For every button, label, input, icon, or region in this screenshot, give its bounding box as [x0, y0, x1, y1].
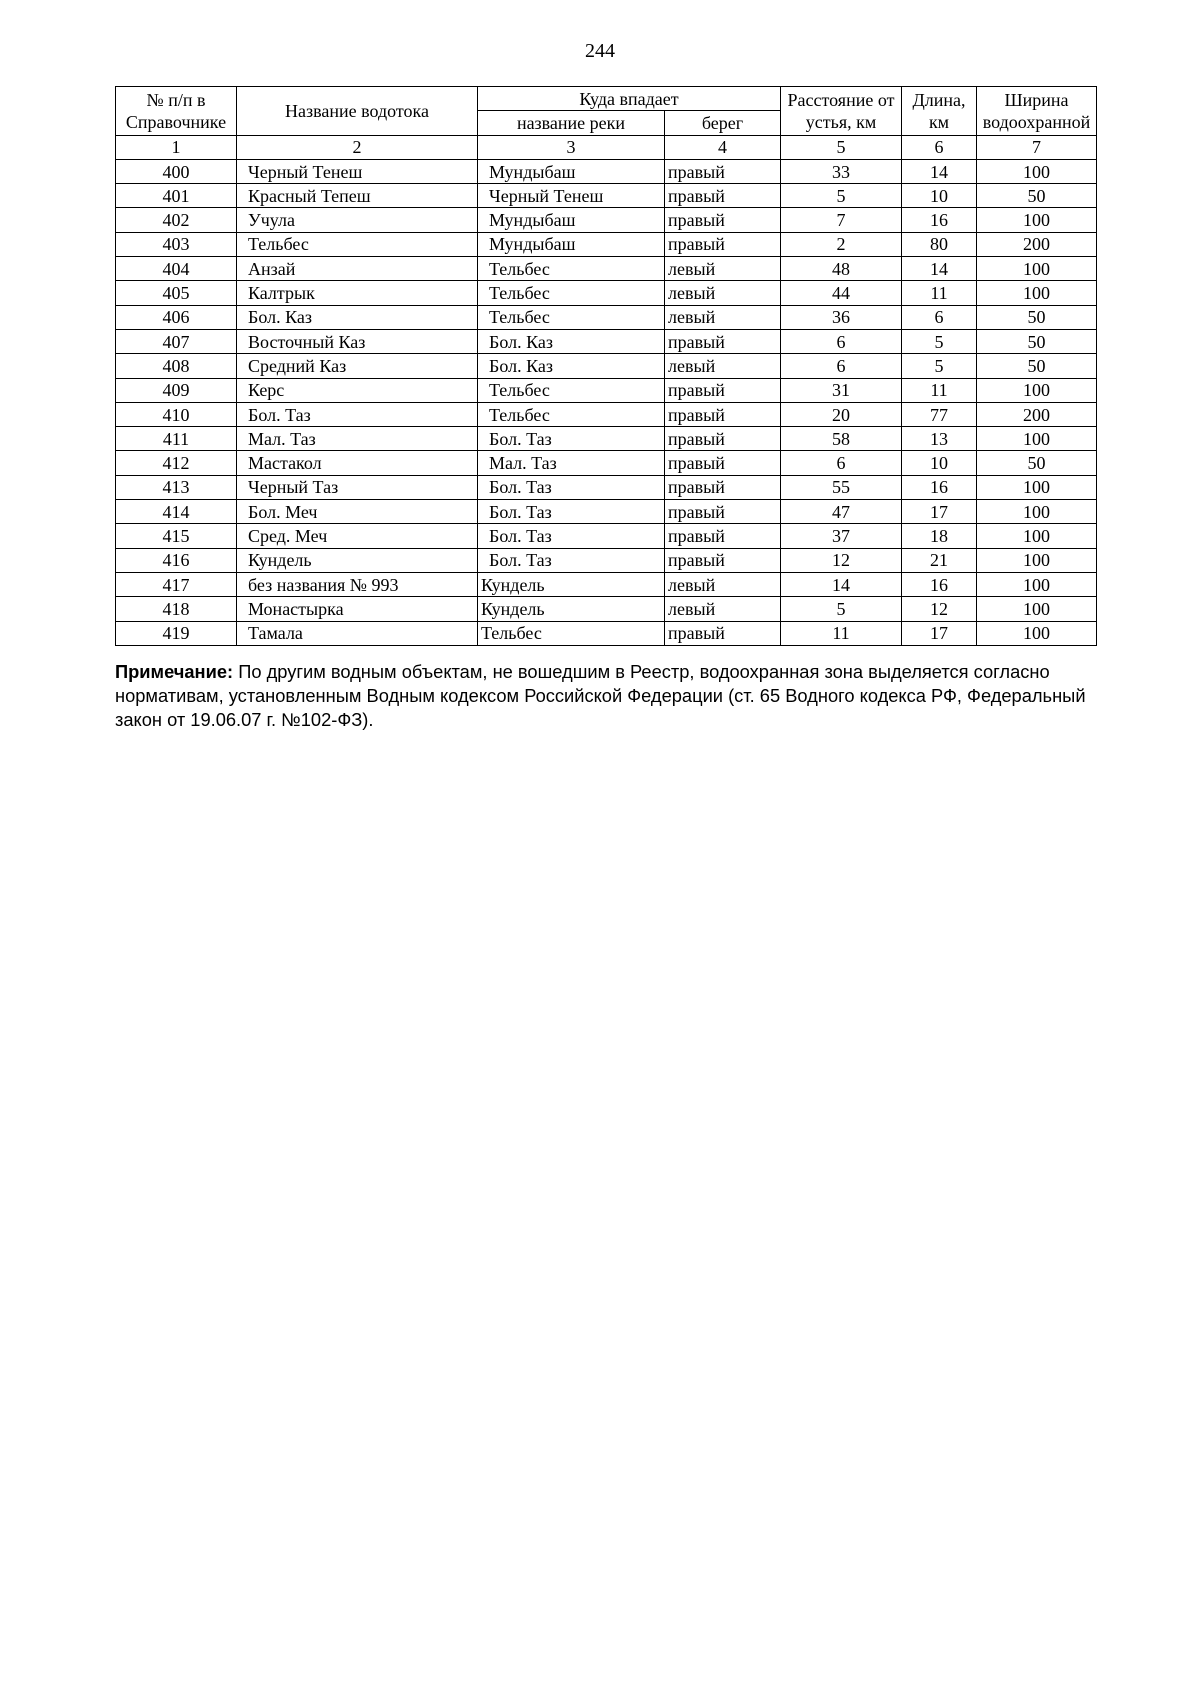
cell-width: 50 [977, 184, 1097, 208]
cell-index: 405 [116, 281, 237, 305]
header-length [902, 87, 977, 136]
table-row [116, 402, 1097, 426]
cell-index: 411 [116, 427, 237, 451]
cell-length: 14 [902, 257, 977, 281]
cell-distance: 37 [781, 524, 902, 548]
cell-length: 10 [902, 451, 977, 475]
header-length-line1: Длина, [912, 89, 966, 110]
cell-length: 17 [902, 621, 977, 645]
table-header [116, 87, 1097, 160]
cell-bank: левый [665, 572, 781, 596]
cell-river: Тельбес [478, 621, 665, 645]
cell-index: 415 [116, 524, 237, 548]
table-row [116, 208, 1097, 232]
table-row [116, 621, 1097, 645]
cell-index: 419 [116, 621, 237, 645]
cell-bank: правый [665, 475, 781, 499]
column-number: 4 [665, 135, 781, 159]
table-row [116, 232, 1097, 256]
cell-length: 16 [902, 208, 977, 232]
cell-width: 100 [977, 621, 1097, 645]
cell-bank: правый [665, 621, 781, 645]
header-width [977, 87, 1097, 136]
header-length-line2: км [928, 111, 950, 132]
cell-index: 410 [116, 402, 237, 426]
cell-watercourse: Черный Тенеш [237, 159, 478, 183]
column-number: 1 [116, 135, 237, 159]
cell-distance: 31 [781, 378, 902, 402]
header-river-name: название реки [478, 111, 665, 135]
cell-watercourse: Черный Таз [237, 475, 478, 499]
cell-width: 200 [977, 402, 1097, 426]
column-number: 3 [478, 135, 665, 159]
table-row [116, 354, 1097, 378]
cell-length: 14 [902, 159, 977, 183]
cell-index: 404 [116, 257, 237, 281]
table-row [116, 548, 1097, 572]
cell-length: 11 [902, 281, 977, 305]
cell-index: 409 [116, 378, 237, 402]
cell-length: 16 [902, 475, 977, 499]
header-flows-into: Куда впадает [478, 87, 781, 111]
cell-distance: 7 [781, 208, 902, 232]
cell-distance: 47 [781, 500, 902, 524]
header-width-line2: водоохранной [982, 111, 1091, 132]
header-distance [781, 87, 902, 136]
cell-distance: 48 [781, 257, 902, 281]
table-row [116, 524, 1097, 548]
cell-river: Мундыбаш [478, 159, 665, 183]
cell-width: 100 [977, 427, 1097, 451]
cell-bank: левый [665, 281, 781, 305]
cell-length: 12 [902, 597, 977, 621]
cell-bank: правый [665, 427, 781, 451]
cell-index: 401 [116, 184, 237, 208]
column-number: 6 [902, 135, 977, 159]
cell-bank: правый [665, 329, 781, 353]
cell-watercourse: без названия № 993 [237, 572, 478, 596]
cell-index: 402 [116, 208, 237, 232]
table-row [116, 572, 1097, 596]
cell-length: 6 [902, 305, 977, 329]
cell-distance: 6 [781, 329, 902, 353]
cell-length: 11 [902, 378, 977, 402]
cell-watercourse: Бол. Таз [237, 402, 478, 426]
cell-bank: правый [665, 500, 781, 524]
cell-length: 13 [902, 427, 977, 451]
cell-width: 100 [977, 548, 1097, 572]
cell-length: 10 [902, 184, 977, 208]
cell-watercourse: Средний Каз [237, 354, 478, 378]
cell-bank: правый [665, 402, 781, 426]
cell-watercourse: Кундель [237, 548, 478, 572]
cell-watercourse: Тельбес [237, 232, 478, 256]
cell-river: Кундель [478, 572, 665, 596]
column-number-row [116, 135, 1097, 159]
cell-river: Бол. Таз [478, 548, 665, 572]
cell-bank: правый [665, 159, 781, 183]
cell-length: 18 [902, 524, 977, 548]
cell-river: Мал. Таз [478, 451, 665, 475]
table-body [116, 159, 1097, 645]
column-number: 7 [977, 135, 1097, 159]
column-number: 5 [781, 135, 902, 159]
cell-river: Бол. Таз [478, 524, 665, 548]
cell-watercourse: Анзай [237, 257, 478, 281]
cell-river: Бол. Каз [478, 354, 665, 378]
header-index-line1: № п/п в [146, 89, 206, 110]
table-row [116, 281, 1097, 305]
cell-index: 412 [116, 451, 237, 475]
cell-index: 413 [116, 475, 237, 499]
cell-bank: левый [665, 354, 781, 378]
header-index [116, 87, 237, 136]
cell-length: 80 [902, 232, 977, 256]
note [115, 660, 1095, 732]
cell-width: 100 [977, 281, 1097, 305]
cell-width: 100 [977, 597, 1097, 621]
cell-bank: правый [665, 184, 781, 208]
cell-distance: 20 [781, 402, 902, 426]
cell-width: 100 [977, 524, 1097, 548]
cell-distance: 33 [781, 159, 902, 183]
cell-width: 50 [977, 305, 1097, 329]
watercourse-table [115, 86, 1097, 646]
cell-watercourse: Бол. Каз [237, 305, 478, 329]
header-distance-line2: устья, км [805, 111, 877, 132]
cell-length: 16 [902, 572, 977, 596]
cell-bank: правый [665, 451, 781, 475]
cell-width: 100 [977, 208, 1097, 232]
column-number: 2 [237, 135, 478, 159]
cell-river: Тельбес [478, 402, 665, 426]
cell-watercourse: Калтрык [237, 281, 478, 305]
table-row [116, 305, 1097, 329]
cell-distance: 36 [781, 305, 902, 329]
cell-distance: 14 [781, 572, 902, 596]
table-row [116, 159, 1097, 183]
note-text: По другим водным объектам, не вошедшим в Реестр, водоохранная зона выделяется согласно нормативам, установленным Водным кодексом Российской Федерации (ст. 65 Водного кодекса РФ, Федеральный закон от 19.06.07 г. №102-ФЗ). [115, 661, 1086, 730]
header-distance-line1: Расстояние от [787, 89, 895, 110]
table-row [116, 378, 1097, 402]
table-row [116, 329, 1097, 353]
note-label: Примечание: [115, 661, 234, 682]
page-number: 244 [585, 40, 615, 62]
cell-length: 21 [902, 548, 977, 572]
cell-width: 100 [977, 159, 1097, 183]
cell-watercourse: Монастырка [237, 597, 478, 621]
cell-index: 403 [116, 232, 237, 256]
cell-watercourse: Учула [237, 208, 478, 232]
cell-river: Бол. Таз [478, 475, 665, 499]
cell-bank: левый [665, 257, 781, 281]
cell-river: Кундель [478, 597, 665, 621]
table-row [116, 451, 1097, 475]
cell-distance: 12 [781, 548, 902, 572]
cell-bank: правый [665, 378, 781, 402]
cell-distance: 6 [781, 451, 902, 475]
cell-distance: 55 [781, 475, 902, 499]
cell-river: Бол. Таз [478, 427, 665, 451]
cell-river: Бол. Таз [478, 500, 665, 524]
cell-river: Тельбес [478, 257, 665, 281]
cell-bank: левый [665, 597, 781, 621]
cell-distance: 58 [781, 427, 902, 451]
cell-bank: левый [665, 305, 781, 329]
cell-distance: 5 [781, 184, 902, 208]
cell-distance: 44 [781, 281, 902, 305]
table-row [116, 597, 1097, 621]
cell-width: 100 [977, 475, 1097, 499]
cell-river: Мундыбаш [478, 208, 665, 232]
cell-bank: правый [665, 548, 781, 572]
table-row [116, 184, 1097, 208]
cell-width: 100 [977, 500, 1097, 524]
cell-distance: 6 [781, 354, 902, 378]
cell-river: Мундыбаш [478, 232, 665, 256]
cell-index: 406 [116, 305, 237, 329]
cell-length: 17 [902, 500, 977, 524]
cell-watercourse: Сред. Меч [237, 524, 478, 548]
cell-index: 408 [116, 354, 237, 378]
cell-watercourse: Керс [237, 378, 478, 402]
cell-river: Черный Тенеш [478, 184, 665, 208]
cell-index: 416 [116, 548, 237, 572]
cell-index: 407 [116, 329, 237, 353]
table-row [116, 475, 1097, 499]
cell-distance: 2 [781, 232, 902, 256]
cell-width: 100 [977, 572, 1097, 596]
cell-watercourse: Красный Тепеш [237, 184, 478, 208]
cell-width: 100 [977, 378, 1097, 402]
cell-width: 100 [977, 257, 1097, 281]
cell-bank: правый [665, 524, 781, 548]
cell-watercourse: Мастакол [237, 451, 478, 475]
cell-length: 5 [902, 354, 977, 378]
cell-watercourse: Восточный Каз [237, 329, 478, 353]
header-index-line2: Справочнике [125, 111, 227, 132]
cell-length: 5 [902, 329, 977, 353]
cell-watercourse: Мал. Таз [237, 427, 478, 451]
cell-river: Бол. Каз [478, 329, 665, 353]
cell-index: 417 [116, 572, 237, 596]
cell-index: 400 [116, 159, 237, 183]
cell-distance: 5 [781, 597, 902, 621]
table-row [116, 257, 1097, 281]
cell-index: 418 [116, 597, 237, 621]
header-width-line1: Ширина [1004, 89, 1069, 110]
cell-bank: правый [665, 232, 781, 256]
table-row [116, 500, 1097, 524]
header-bank: берег [665, 111, 781, 135]
cell-river: Тельбес [478, 378, 665, 402]
cell-watercourse: Тамала [237, 621, 478, 645]
cell-width: 50 [977, 451, 1097, 475]
cell-width: 50 [977, 329, 1097, 353]
cell-width: 50 [977, 354, 1097, 378]
cell-distance: 11 [781, 621, 902, 645]
table-row [116, 427, 1097, 451]
cell-river: Тельбес [478, 305, 665, 329]
cell-bank: правый [665, 208, 781, 232]
cell-river: Тельбес [478, 281, 665, 305]
header-watercourse-name: Название водотока [237, 87, 478, 136]
cell-watercourse: Бол. Меч [237, 500, 478, 524]
cell-width: 200 [977, 232, 1097, 256]
cell-index: 414 [116, 500, 237, 524]
cell-length: 77 [902, 402, 977, 426]
